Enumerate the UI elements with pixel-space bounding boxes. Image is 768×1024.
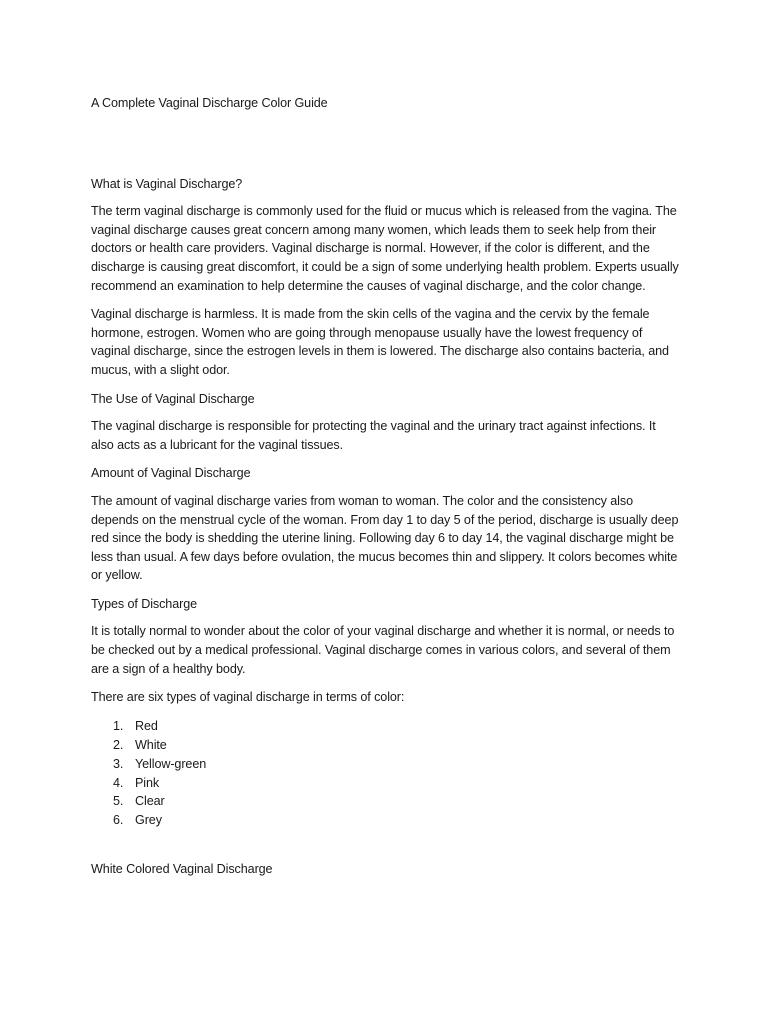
heading-amount: Amount of Vaginal Discharge (91, 466, 251, 481)
list-item-label: Pink (135, 775, 160, 790)
heading-use: The Use of Vaginal Discharge (91, 391, 255, 406)
paragraph-what-is-1: The term vaginal discharge is commonly used for the fluid or mucus which is released from the vagina. The vaginal discharge causes great concern among many women, which leads them to seek help from their doctors or health care providers. Vaginal discharge is normal. However, if the color is different, and the discharge is causing great discomfort, it could be a sign of some underlying health problem. Experts usually recommend an examination to help determine the causes of vaginal discharge, and the color change. (91, 204, 679, 293)
list-item-number: 1. (113, 718, 124, 733)
list-item (113, 811, 681, 830)
list-item-number: 5. (113, 794, 124, 809)
document-title: A Complete Vaginal Discharge Color Guide (91, 96, 328, 110)
list-item-label: Clear (135, 794, 165, 809)
list-item (113, 774, 681, 793)
list-item-label: Yellow-green (135, 756, 207, 771)
heading-types: Types of Discharge (91, 596, 197, 611)
paragraph-what-is-2: Vaginal discharge is harmless. It is made from the skin cells of the vagina and the cervix by the female hormone, estrogen. Women who are going through menopause usually have the lowest frequency of vaginal discharge, since the estrogen levels in them is lowered. The discharge also contains bacteria, and mucus, with a slight odor. (91, 307, 669, 377)
heading-what-is: What is Vaginal Discharge? (91, 176, 243, 191)
paragraph-types-1: It is totally normal to wonder about the color of your vaginal discharge and whether it is normal, or needs to be checked out by a medical professional. Vaginal discharge comes in various colors, and several of them are a sign of a healthy body. (91, 624, 675, 676)
list-item (113, 736, 681, 755)
list-item-number: 3. (113, 756, 124, 771)
document-body (91, 94, 681, 888)
paragraph-amount-1: The amount of vaginal discharge varies from woman to woman. The color and the consistency also depends on the menstrual cycle of the woman. From day 1 to day 5 of the period, discharge is usually deep red since the body is shedding the uterine lining. Following day 6 to day 14, the vaginal discharge might be less than usual. A few days before ovulation, the mucus becomes thin and slippery. It colors becomes white or yellow. (91, 493, 679, 583)
list-item-label: White (135, 737, 167, 752)
color-list (113, 717, 681, 830)
list-item-number: 2. (113, 737, 124, 752)
list-item-number: 4. (113, 775, 124, 790)
list-item-number: 6. (113, 813, 124, 828)
paragraph-types-2: There are six types of vaginal discharge in terms of color: (91, 690, 405, 705)
list-item (113, 717, 681, 736)
list-item-label: Red (135, 718, 158, 733)
list-item (113, 755, 681, 774)
list-item (113, 792, 681, 811)
heading-white: White Colored Vaginal Discharge (91, 862, 273, 877)
paragraph-use-1: The vaginal discharge is responsible for protecting the vaginal and the urinary tract against infections. It also acts as a lubricant for the vaginal tissues. (91, 419, 656, 452)
list-item-label: Grey (135, 813, 162, 828)
